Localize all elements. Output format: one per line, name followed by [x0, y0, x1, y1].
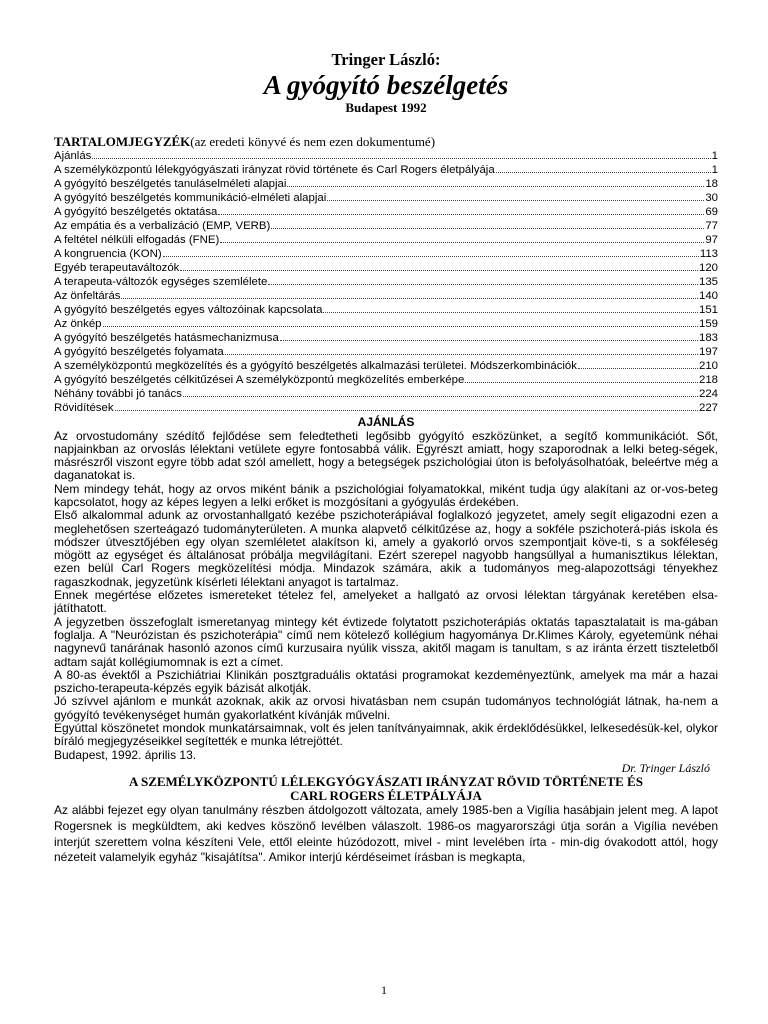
- toc-dot-leader: [103, 325, 698, 327]
- ajanlas-paragraph: Egyúttal köszönetet mondok munkatársaimnak, volt és jelen tanítványaimnak, akik érdeklődésükkel, lelkesedésük-kel, olykor bíráló megjegyzéseikkel segítették e munka létrejöttét.: [54, 721, 718, 749]
- toc-title: TARTALOMJEGYZÉK: [54, 135, 191, 149]
- ajanlas-paragraph: Első alkalommal adunk az orvostanhallgató kezébe pszichoterápiával foglalkozó jegyzetet, amely segít eligazodni ezen a meglehetősen szerteágazó tudományterületen. A munka alapvető célkitűzése az, hogy a sokféle pszichoterá-piás iskola és módszer útvesztőjében egy olyan szemléletet alakítson ki, amely a gyakorló orvos szempontjait köve-ti, s a sokféleség mögött az egységet és általánosat próbálja megvilágítani. Ezért szerepel nagyobb hangsúllyal a humanisztikus lélektan, ezen belül Carl Rogers megközelítési módja. Mindazok számára, akik a tudományos meg-alapozottsági tényekhez ragaszkodnak, jegyzetünk kísérleti lélektani anyagot is tartalmaz.: [54, 508, 718, 589]
- toc-entry-label: A személyközpontú lélekgyógyászati irányzat rövid története és Carl Rogers életpályája: [54, 164, 495, 176]
- toc-dot-leader: [218, 213, 704, 215]
- toc-entry-page: 18: [705, 178, 718, 190]
- toc-entry-label: Az önkép: [54, 318, 102, 330]
- toc-entry-page: 224: [698, 388, 718, 400]
- toc-entry-page: 30: [705, 192, 718, 204]
- toc-entry-page: 197: [698, 346, 718, 358]
- toc-entry-page: 69: [705, 206, 718, 218]
- toc-entry-label: A kongruencia (KON): [54, 248, 162, 260]
- toc-dot-leader: [92, 157, 710, 159]
- toc-entry[interactable]: [54, 289, 718, 303]
- toc-dot-leader: [323, 311, 698, 313]
- toc-entry-page: 210: [698, 360, 718, 372]
- toc-dot-leader: [115, 409, 698, 411]
- toc-entry[interactable]: [54, 387, 718, 401]
- toc-entry-page: 135: [698, 276, 718, 288]
- toc-entry-page: 183: [698, 332, 718, 344]
- toc-entry[interactable]: [54, 233, 718, 247]
- toc-entry-label: Az önfeltárás: [54, 290, 121, 302]
- toc-entry-page: 140: [698, 290, 718, 302]
- toc-dot-leader: [465, 381, 698, 383]
- toc-entry-page: 113: [699, 248, 718, 260]
- ajanlas-body: [54, 430, 718, 749]
- toc-entry[interactable]: [54, 247, 718, 261]
- toc-entry-label: A terapeuta-változók egységes szemlélete: [54, 276, 268, 288]
- toc-entry-label: A gyógyító beszélgetés hatásmechanizmusa: [54, 332, 279, 344]
- toc-entry-label: A személyközpontú megközelítés és a gyógyító beszélgetés alkalmazási területei. Módszerkombinációk: [54, 360, 577, 372]
- toc-entry-page: 77: [705, 220, 718, 232]
- toc-entry-label: Ajánlás: [54, 150, 92, 162]
- toc-entry-page: 120: [698, 262, 718, 274]
- ajanlas-heading: AJÁNLÁS: [357, 415, 415, 429]
- toc-dot-leader: [121, 297, 698, 299]
- section2-heading-line2: CARL ROGERS ÉLETPÁLYÁJA: [290, 788, 482, 804]
- toc-note: (az eredeti könyvé és nem ezen dokumentumé): [190, 135, 436, 149]
- toc-entry[interactable]: [54, 261, 718, 275]
- toc-entry-label: A gyógyító beszélgetés oktatása: [54, 206, 218, 218]
- toc-entry-label: Néhány további jó tanács: [54, 388, 182, 400]
- toc-entry-label: Egyéb terapeutaváltozók: [54, 262, 180, 274]
- toc-entry[interactable]: [54, 205, 718, 219]
- toc-entry-page: 218: [698, 374, 718, 386]
- toc-entry-label: A gyógyító beszélgetés célkitűzései A személyközpontú megközelítés emberképe: [54, 374, 465, 386]
- author-heading: Tringer László:: [331, 50, 441, 69]
- ajanlas-paragraph: Jó szívvel ajánlom e munkát azoknak, akik az orvosi hivatásban nem csupán tudományos technológiát látnak, ha-nem a gyógyító tevékenységet humán gyakorlatként kívánják művelni.: [54, 694, 718, 722]
- toc-entry-page: 159: [698, 318, 718, 330]
- toc-heading: [54, 135, 718, 149]
- toc-list: [54, 149, 718, 415]
- toc-entry-label: A gyógyító beszélgetés tanuláselméleti alapjai: [54, 178, 287, 190]
- toc-dot-leader: [268, 283, 698, 285]
- toc-entry[interactable]: [54, 191, 718, 205]
- toc-dot-leader: [183, 395, 698, 397]
- toc-entry[interactable]: [54, 331, 718, 345]
- toc-entry-page: 227: [698, 402, 718, 414]
- toc-entry-page: 97: [705, 234, 718, 246]
- toc-entry[interactable]: [54, 303, 718, 317]
- toc-entry[interactable]: [54, 219, 718, 233]
- toc-dot-leader: [280, 339, 698, 341]
- toc-entry[interactable]: [54, 177, 718, 191]
- toc-dot-leader: [220, 241, 704, 243]
- toc-entry-label: Az empátia és a verbalizáció (EMP, VERB): [54, 220, 271, 232]
- toc-entry-page: 1: [711, 164, 718, 176]
- toc-dot-leader: [327, 199, 704, 201]
- toc-entry-label: A gyógyító beszélgetés kommunikáció-elméleti alapjai: [54, 192, 327, 204]
- ajanlas-paragraph: Ennek megértése előzetes ismereteket tételez fel, amelyeket a hallgató az orvosi lélektan tárgyának keretében elsa-játíthatott.: [54, 588, 718, 616]
- toc-dot-leader: [496, 171, 711, 173]
- toc-dot-leader: [578, 367, 698, 369]
- section2-heading-line1: A SZEMÉLYKÖZPONTÚ LÉLEKGYÓGYÁSZATI IRÁNYZAT RÖVID TÖRTÉNETE ÉS: [129, 774, 643, 790]
- toc-entry[interactable]: [54, 163, 718, 177]
- toc-entry-label: A gyógyító beszélgetés folyamata: [54, 346, 224, 358]
- ajanlas-paragraph: A 80-as évektől a Pszichiátriai Klinikán posztgraduális oktatási programokat kezdeményeztünk, amelyek ma már a hazai pszicho-terapeuta-képzés egyik bázisát alkotják.: [54, 667, 718, 696]
- toc-dot-leader: [180, 269, 698, 271]
- toc-entry[interactable]: [54, 149, 718, 163]
- toc-dot-leader: [163, 255, 699, 257]
- section2-paragraph: Az alábbi fejezet egy olyan tanulmány részben átdolgozott változata, amely 1985-ben a Vigília hasábjain jelent meg. A lapot Rogersnek is megküldtem, aki kedves köszönő levélben válaszolt. 1986-os magyarországi útja során a Vigília nevében interjút szerettem volna készíteni Vele, ettől eleinte húzódozott, mivel - mint levelében írta - min-dig óvakodott attól, hogy nézeteit valamelyik egyház "kisajátítsa". Amikor interjú kérdéseimet írásban is megkapta,: [54, 803, 718, 865]
- toc-entry[interactable]: [54, 359, 718, 373]
- toc-entry[interactable]: [54, 345, 718, 359]
- toc-entry-page: 151: [698, 304, 718, 316]
- toc-entry-label: A gyógyító beszélgetés egyes változóinak kapcsolata: [54, 304, 323, 316]
- toc-entry-page: 1: [711, 150, 718, 162]
- ajanlas-signature: Dr. Tringer László: [621, 760, 710, 775]
- ajanlas-paragraph: Az orvostudomány szédítő fejlődése sem feledtetheti legősibb gyógyító eszközünket, a segítő kommunikációt. Sőt, napjainkban az orvoslás lélektani vetülete egyre fontosabbá válik. Egyrészt amiatt, hogy szaporodnak a lelki beteg-ségek, másrészről viszont egyre több adat szól amellett, hogy a betegségek pszichológiai úton is befolyásolhatóak, beleértve még a daganatokat is.: [54, 428, 718, 483]
- toc-entry[interactable]: [54, 373, 718, 387]
- toc-dot-leader: [271, 227, 704, 229]
- toc-entry-label: Rövidítések: [54, 402, 114, 414]
- ajanlas-date: Budapest, 1992. április 13.: [54, 747, 197, 762]
- place-year: Budapest 1992: [345, 100, 427, 115]
- ajanlas-paragraph: A jegyzetben összefoglalt ismeretanyag mintegy két évtizede folytatott pszichoterápiás oktatás tapasztalatait is ma-gában foglalja. A "Neurózistan és pszichoterápia" című nem kötelező kollégium hagyománya Dr.Klimes Károly, egyetemünk néhai nagynevű tanárának hasonló azonos című kurzusaira nyúlik vissza, akitől magam is tanultam, s az iránta érzett tiszteletből adtam saját kollégiumomnak is ezt a címet.: [54, 614, 718, 669]
- toc-entry[interactable]: [54, 317, 718, 331]
- toc-entry[interactable]: [54, 401, 718, 415]
- toc-entry-label: A feltétel nélküli elfogadás (FNE): [54, 234, 220, 246]
- document-page: [54, 50, 718, 866]
- toc-entry[interactable]: [54, 275, 718, 289]
- toc-dot-leader: [225, 353, 698, 355]
- page-number: 1: [381, 983, 387, 997]
- book-title: A gyógyító beszélgetés: [263, 70, 509, 100]
- toc-dot-leader: [287, 185, 704, 187]
- ajanlas-paragraph: Nem mindegy tehát, hogy az orvos miként bánik a pszichológiai folyamatokkal, miként tudja úgy alakítani az or-vos-beteg kapcsolatot, hogy az képes legyen a lelki erőket is mozgósítani a gyógyulás érdekében.: [54, 481, 718, 509]
